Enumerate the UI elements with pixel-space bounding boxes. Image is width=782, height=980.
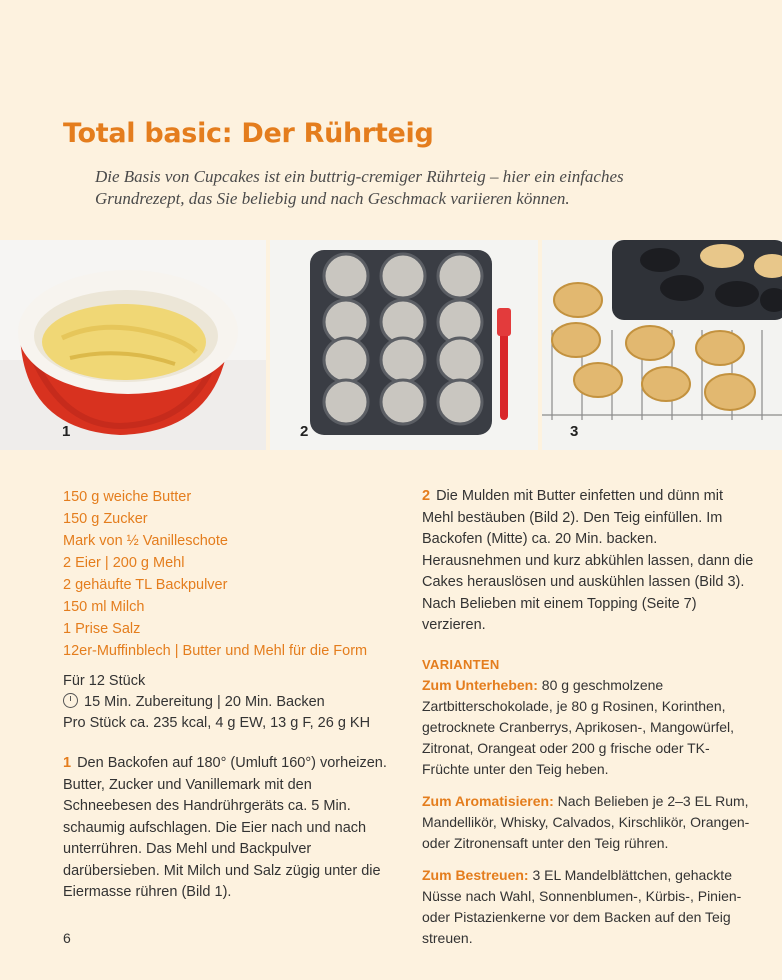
variant-label: Zum Bestreuen:	[422, 866, 529, 883]
variant-text: 3 EL Mandelblättchen, gehackte Nüsse nach Wahl, Sonnenblumen-, Kürbis-, Pinien- oder Pistazienkerne vor dem Backen auf den Teig streuen.	[422, 866, 742, 946]
photo-bowl-of-batter	[0, 240, 266, 450]
photo-number: 3	[570, 423, 579, 440]
ingredient-item: Mark von ½ Vanilleschote	[63, 533, 228, 549]
ingredient-item: 150 ml Milch	[63, 599, 145, 615]
ingredient-item: 2 Eier | 200 g Mehl	[63, 555, 185, 571]
right-column	[422, 486, 757, 960]
step-text: Die Mulden mit Butter einfetten und dünn mit Mehl bestäuben (Bild 2). Den Teig einfüllen. Im Backofen (Mitte) ca. 20 Min. backen. Herausnehmen und kurz abkühlen lassen, dann die Cakes herauslösen und auskühlen lassen (Bild 3). Nach Belieben mit einem Topping (Seite 7) verzieren.	[422, 488, 754, 633]
variant-text: Nach Belieben je 2–3 EL Rum, Mandellikör, Whisky, Calvados, Kirschlikör, Orangen- oder Zitronensaft unter den Teig rühren.	[422, 792, 750, 851]
ingredient-item: 12er-Muffinblech | Butter und Mehl für die Form	[63, 643, 368, 659]
variant-item	[422, 865, 757, 949]
ingredient-list	[63, 486, 398, 662]
photo-strip	[0, 240, 782, 450]
variant-item	[422, 791, 757, 854]
variant-text: 80 g geschmolzene Zartbitterschokolade, je 80 g Rosinen, Korinthen, getrocknete Cranberrys, Aprikosen-, Mangowürfel, Zitronat, Orangeat oder 200 g frische oder TK-Früchte unter den Teig heben.	[422, 676, 735, 777]
intro-text: Die Basis von Cupcakes ist ein buttrig-cremiger Rührteig – hier ein einfaches Grundrezept, das Sie beliebig und nach Geschmack variieren können.	[95, 167, 624, 208]
ingredient-item: 150 g Zucker	[63, 511, 148, 527]
step-2	[422, 486, 757, 637]
ingredient-item: 150 g weiche Butter	[63, 489, 192, 505]
page-title: Total basic: Der Rührteig	[63, 118, 434, 149]
servings: Für 12 Stück	[63, 673, 146, 689]
nutrition: Pro Stück ca. 235 kcal, 4 g EW, 13 g F, 26 g KH	[63, 715, 371, 731]
photo-number: 1	[62, 423, 71, 440]
photo-number: 2	[300, 423, 309, 440]
step-1	[63, 753, 398, 904]
variant-label: Zum Unterheben:	[422, 676, 538, 693]
step-number: 2	[422, 488, 431, 504]
clock-icon	[63, 693, 78, 708]
step-text: Den Backofen auf 180° (Umluft 160°) vorheizen. Butter, Zucker und Vanillemark mit den Schneebesen des Handrührgeräts ca. 5 Min. schaumig aufschlagen. Die Eier nach und nach unterrühren. Das Mehl und Backpulver darübersieben. Mit Milch und Salz zügig unter die Eiermasse rühren (Bild 1).	[63, 755, 387, 900]
ingredient-item: 1 Prise Salz	[63, 621, 141, 637]
page-number: 6	[63, 930, 71, 946]
photo-baked-cupcakes-on-rack	[542, 240, 782, 450]
step-number: 1	[63, 755, 72, 771]
ingredient-item: 2 gehäufte TL Backpulver	[63, 577, 228, 593]
time-row	[63, 692, 398, 713]
variant-item	[422, 675, 757, 780]
variants-heading: VARIANTEN	[422, 656, 500, 672]
left-column	[63, 486, 398, 904]
prep-time: 15 Min. Zubereitung | 20 Min. Backen	[84, 694, 325, 710]
photo-greased-muffin-tin	[270, 240, 538, 450]
variant-label: Zum Aromatisieren:	[422, 792, 554, 809]
yield-info	[63, 671, 398, 734]
